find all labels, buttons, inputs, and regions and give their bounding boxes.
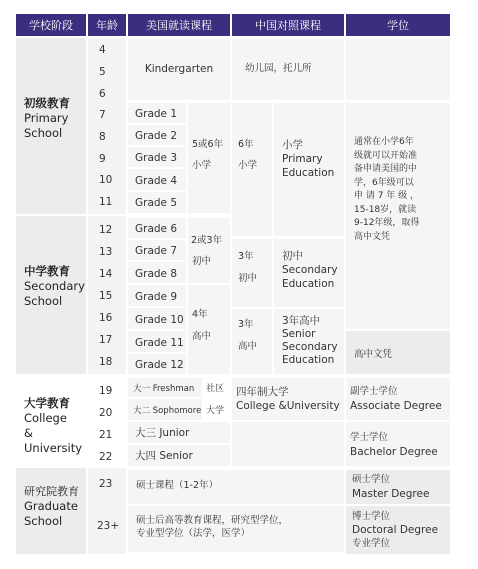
- cn-primary-label-2: Primary: [282, 153, 323, 165]
- degree-master-cn: 硕士学位: [352, 474, 391, 485]
- cn-kindergarten-label: 幼儿园，托儿所: [245, 63, 312, 74]
- us-community-college: [204, 378, 230, 420]
- degree-bachelor-en: Bachelor Degree: [350, 446, 438, 458]
- us-junior-label: 初中: [192, 256, 212, 267]
- cn-primary-label-1: 小学: [282, 139, 303, 151]
- cn-primary-years-1: 6年: [238, 139, 254, 150]
- grade-4: Grade 4: [135, 175, 178, 187]
- degree-note-2: 级就可以开始准: [354, 150, 418, 161]
- cn-university-1: 四年制大学: [236, 386, 289, 398]
- cn-junior-years: [232, 239, 272, 307]
- degree-associate-cn: 副学士学位: [350, 386, 398, 397]
- degree-doctoral: [346, 506, 450, 554]
- age-11: 11: [99, 196, 113, 208]
- cn-senior-label-4: Education: [282, 354, 335, 366]
- age-7: 7: [99, 109, 106, 121]
- us-junior-years: 2或3年: [191, 235, 223, 246]
- us-senior-years: 4年: [192, 309, 208, 320]
- cn-senior-years-1: 3年: [238, 319, 254, 330]
- grade-3: Grade 3: [135, 152, 178, 164]
- age-10: 10: [99, 174, 113, 186]
- grade-7: Grade 7: [135, 245, 178, 257]
- age-14: 14: [99, 268, 113, 280]
- us-kindergarten: [128, 38, 230, 100]
- grade-8: Grade 8: [135, 268, 178, 280]
- cn-senior-label-3: Secondary: [282, 341, 338, 353]
- grade-6: Grade 6: [135, 223, 178, 235]
- stage-secondary-en2: School: [24, 294, 63, 308]
- cn-junior-label-3: Education: [282, 278, 335, 290]
- stage-secondary: [16, 216, 86, 374]
- header-stage: 学校阶段: [16, 14, 86, 36]
- degree-kindergarten-empty: [346, 38, 450, 100]
- stage-secondary-cn: 中学教育: [24, 264, 70, 278]
- grade-9: Grade 9: [135, 291, 178, 303]
- degree-master-en: Master Degree: [352, 488, 430, 500]
- header-age: 年龄: [88, 14, 126, 36]
- us-community-1: 社区: [206, 384, 225, 394]
- cn-university-2: College &University: [236, 400, 340, 412]
- cn-junior-label: [274, 239, 344, 307]
- age-15: 15: [99, 290, 113, 302]
- degree-note-1: 通常在小学6年: [354, 137, 414, 147]
- stage-primary-en2: School: [24, 126, 63, 140]
- cn-primary-label-3: Education: [282, 167, 335, 179]
- cn-senior-years-2: 高中: [238, 341, 258, 352]
- degree-doctoral-en: Doctoral Degree: [352, 523, 439, 536]
- stage-primary-en1: Primary: [24, 111, 69, 125]
- age-18: 18: [99, 356, 113, 368]
- cn-junior-label-2: Secondary: [282, 264, 338, 276]
- us-kindergarten-label: Kindergarten: [144, 63, 214, 75]
- age-20: 20: [99, 407, 113, 419]
- degree-note-4: 学，6年级可以: [354, 177, 414, 188]
- stage-grad-cn: 研究院教育: [24, 485, 79, 498]
- stage-secondary-en1: Secondary: [24, 279, 85, 293]
- degree-master: [346, 470, 450, 504]
- stage-univ-cn: 大学教育: [24, 396, 70, 410]
- degree-doctoral-cn: 博士学位: [352, 511, 391, 522]
- degree-note-3: 备申请美国的中: [354, 164, 418, 174]
- stage-primary-cn: 初级教育: [24, 96, 70, 110]
- stage-univ-en1: College: [24, 411, 67, 425]
- header-us-course: 美国就读课程: [128, 14, 230, 36]
- us-senior-label: 高中: [192, 331, 212, 342]
- degree-note-5: 申 请 7 年 级 ，: [354, 191, 420, 201]
- age-block-primary: [88, 38, 126, 214]
- age-19: 19: [99, 385, 113, 397]
- age-17: 17: [99, 334, 113, 346]
- us-doctoral-line1: 硕士后高等教育课程，研究型学位，: [136, 515, 289, 526]
- us-community-2: 大学: [206, 406, 225, 416]
- stage-grad-en1: Graduate: [24, 499, 78, 513]
- degree-hs-diploma: [346, 331, 450, 374]
- degree-bachelor-cn: 学士学位: [350, 432, 389, 443]
- degree-note-8: 高中文凭: [354, 231, 391, 242]
- age-12: 12: [99, 224, 113, 236]
- stage-graduate: [16, 468, 86, 554]
- grade-10: Grade 10: [135, 314, 184, 326]
- age-8: 8: [99, 131, 106, 143]
- cn-primary-label: [274, 103, 344, 236]
- cn-junior-label-1: 初中: [282, 250, 303, 262]
- age-16: 16: [99, 312, 113, 324]
- degree-note-7: 9-12年级，取得: [354, 218, 420, 228]
- degree-note: [346, 103, 450, 329]
- us-primary-note: [188, 103, 230, 213]
- header-degree: 学位: [346, 14, 450, 36]
- age-6: 6: [99, 88, 106, 100]
- age-22: 22: [99, 451, 113, 463]
- cn-kindergarten: [232, 38, 344, 100]
- us-senior-note: [188, 285, 230, 374]
- grade-1: Grade 1: [135, 108, 178, 120]
- cn-primary-years: [232, 103, 272, 236]
- cn-senior-label: [274, 309, 344, 374]
- us-doctoral: [128, 506, 344, 552]
- cn-university: [232, 378, 344, 420]
- cn-university-empty: [232, 422, 344, 466]
- degree-professional: 专业学位: [352, 538, 391, 549]
- age-21: 21: [99, 429, 113, 441]
- age-4: 4: [99, 44, 106, 56]
- cn-senior-label-2: Senior: [282, 328, 316, 340]
- cn-junior-years-2: 初中: [238, 273, 258, 284]
- stage-university: [16, 376, 86, 466]
- us-junior: 大三 Junior: [135, 427, 190, 439]
- grade-5: Grade 5: [135, 197, 178, 209]
- degree-associate: [346, 378, 450, 420]
- us-sophomore: 大二 Sophomore: [133, 406, 202, 416]
- age-9: 9: [99, 153, 106, 165]
- degree-hs-diploma-label: 高中文凭: [354, 349, 393, 360]
- grade-12: Grade 12: [135, 359, 184, 371]
- age-5: 5: [99, 66, 106, 78]
- cn-senior-years: [232, 309, 272, 374]
- stage-univ-en3: University: [24, 441, 83, 455]
- stage-primary: [16, 38, 86, 214]
- degree-note-6: 15-18岁，就读: [354, 204, 417, 215]
- us-masters: [128, 470, 344, 504]
- age-13: 13: [99, 246, 113, 258]
- us-primary-years: 5或6年: [192, 139, 224, 150]
- grade-2: Grade 2: [135, 130, 178, 142]
- us-junior-note: [188, 218, 230, 283]
- cn-primary-years-2: 小学: [238, 160, 258, 171]
- us-senior: 大四 Senior: [135, 450, 193, 462]
- header-cn-course: 中国对照课程: [232, 14, 344, 36]
- stage-grad-en2: School: [24, 514, 63, 528]
- cn-senior-label-1: 3年高中: [282, 315, 321, 327]
- degree-associate-en: Associate Degree: [350, 400, 442, 412]
- us-primary-label: 小学: [192, 160, 212, 171]
- us-freshman: 大一 Freshman: [133, 384, 195, 394]
- degree-bachelor: [346, 422, 450, 466]
- us-masters-label: 硕士课程（1-2年）: [136, 480, 219, 491]
- age-23-plus: 23+: [97, 520, 120, 532]
- us-doctoral-line2: 专业型学位（法学，医学）: [136, 528, 251, 539]
- grade-11: Grade 11: [135, 337, 184, 349]
- age-23: 23: [99, 478, 113, 490]
- cn-junior-years-1: 3年: [238, 251, 254, 262]
- stage-univ-en2: &: [24, 426, 33, 440]
